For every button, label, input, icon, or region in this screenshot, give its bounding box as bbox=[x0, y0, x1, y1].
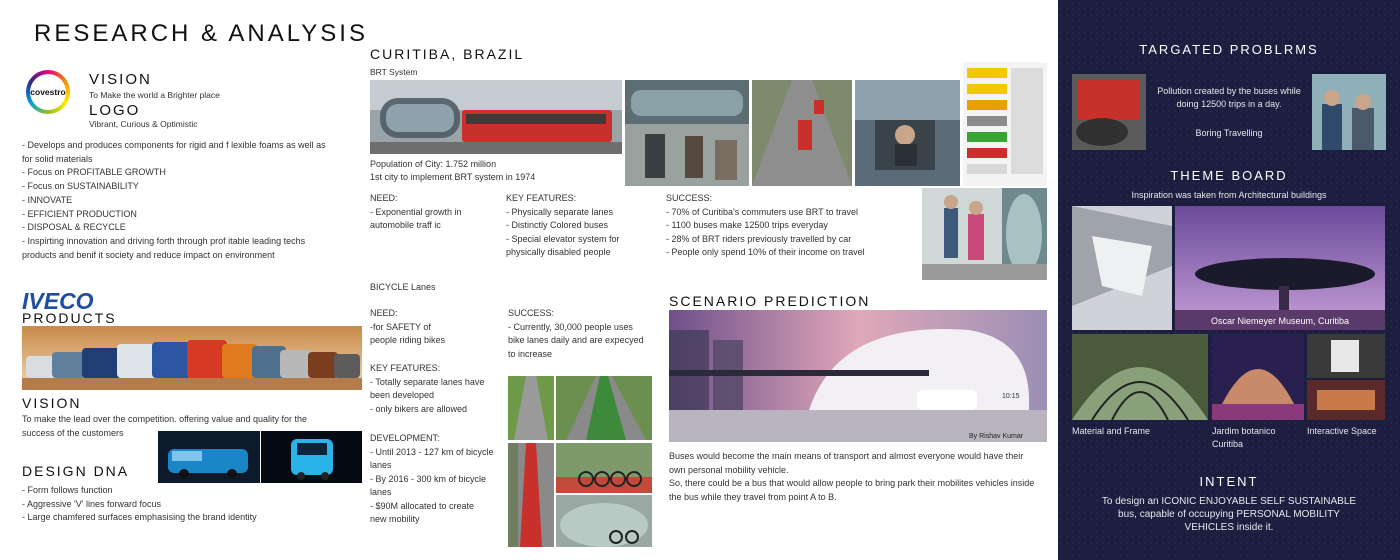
brt-label: BRT System bbox=[370, 67, 418, 77]
greenhouse-frame-image bbox=[1072, 334, 1208, 420]
bicycle-heading: BICYCLE Lanes bbox=[370, 282, 436, 292]
curitiba-need bbox=[370, 192, 462, 233]
iveco-vision-heading: VISION bbox=[22, 395, 82, 411]
curitiba-key-features bbox=[506, 192, 620, 260]
interactive-space-image-2 bbox=[1307, 380, 1385, 420]
list-item: - By 2016 - 300 km of bicycle bbox=[370, 473, 487, 484]
curitiba-first-city: 1st city to implement BRT system in 1974 bbox=[370, 172, 536, 182]
intent-text-line-3: VEHICLES inside it. bbox=[1184, 522, 1274, 533]
scenario-bus-label: 10:15 bbox=[1002, 393, 1020, 400]
intent-text-line-1: To design an ICONIC ENJOYABLE SELF SUSTAINABLE bbox=[1101, 496, 1357, 507]
brt-bus-types-image bbox=[963, 62, 1047, 186]
list-item: - Develops and produces components for rigid and f lexible foams as well as bbox=[22, 140, 326, 150]
brt-tube-station-image bbox=[625, 80, 749, 186]
list-item: - Aggressive 'V' lines forward focus bbox=[22, 498, 161, 509]
bike-lane-image-1 bbox=[508, 376, 554, 440]
scenario-text bbox=[669, 450, 1054, 504]
list-item: - Physically separate lanes bbox=[506, 206, 614, 217]
right-panel bbox=[1058, 0, 1400, 560]
list-item: to increase bbox=[508, 348, 553, 359]
iveco-truck-concept-image bbox=[261, 431, 362, 483]
list-item: people riding bikes bbox=[370, 335, 446, 345]
oscar-niemeyer-museum-image bbox=[1175, 206, 1385, 330]
covestro-vision-heading: VISION bbox=[89, 71, 152, 88]
list-item: physically disabled people bbox=[506, 247, 611, 257]
covestro-bullets bbox=[22, 139, 352, 262]
list-item: bike lanes daily and are expecyed bbox=[508, 335, 644, 345]
theme-board-heading: THEME BOARD bbox=[1170, 168, 1288, 183]
covestro-logo-desc: Vibrant, Curious & Optimistic bbox=[89, 119, 198, 129]
bicycle-development bbox=[370, 432, 494, 527]
problem-1-line-1: Pollution created by the buses while bbox=[1157, 86, 1301, 96]
caption-jardim-line-2: Curitiba bbox=[1212, 439, 1244, 449]
bicycle-dev-heading: DEVELOPMENT: bbox=[370, 433, 440, 443]
list-item: -for SAFETY of bbox=[370, 321, 431, 332]
brt-passengers-image bbox=[922, 188, 1047, 280]
problems-heading: TARGATED PROBLRMS bbox=[1139, 42, 1319, 57]
intent-text-line-2: bus, capable of occupying PERSONAL MOBILITY bbox=[1118, 509, 1340, 520]
list-item: - 70% of Curitiba's commuters use BRT to travel bbox=[666, 206, 858, 217]
list-item: - Focus on SUSTAINABILITY bbox=[22, 181, 139, 192]
iveco-dna-heading: DESIGN DNA bbox=[22, 463, 130, 479]
scenario-text-line: the bus while they travel from point A to B. bbox=[669, 491, 837, 502]
list-item: new mobility bbox=[370, 514, 420, 524]
brt-bus-station-image bbox=[370, 80, 622, 154]
list-item: lanes bbox=[370, 487, 392, 497]
list-item: - Currently, 30,000 people uses bbox=[508, 321, 633, 332]
bicycle-success bbox=[508, 307, 644, 361]
list-item: - EFFICIENT PRODUCTION bbox=[22, 208, 137, 219]
bicycle-success-heading: SUCCESS: bbox=[508, 308, 555, 318]
bike-lane-image-2 bbox=[556, 376, 652, 440]
list-item: automobile traff ic bbox=[370, 220, 441, 230]
curitiba-need-heading: NEED: bbox=[370, 193, 398, 203]
iveco-van-image bbox=[158, 431, 260, 483]
list-item: been developed bbox=[370, 390, 435, 400]
iveco-vision-text-2: success of the customers bbox=[22, 428, 124, 438]
scenario-text-line: Buses would become the main means of transport and almost everyone would have their bbox=[669, 451, 1024, 461]
list-item: - Totally separate lanes have bbox=[370, 376, 485, 387]
architecture-ceiling-image bbox=[1072, 206, 1172, 330]
bicycle-need-heading: NEED: bbox=[370, 308, 398, 318]
jardim-botanico-image bbox=[1212, 334, 1304, 420]
covestro-logo bbox=[26, 70, 70, 114]
brt-road-image bbox=[752, 80, 852, 186]
curitiba-success-heading: SUCCESS: bbox=[666, 193, 713, 203]
list-item: lanes bbox=[370, 460, 392, 470]
iveco-logo: IVECO bbox=[22, 288, 94, 314]
curitiba-key-heading: KEY FEATURES: bbox=[506, 193, 577, 203]
covestro-logo-heading: LOGO bbox=[89, 102, 141, 119]
curitiba-population: Population of City: 1.752 million bbox=[370, 159, 497, 169]
bike-riders-image bbox=[556, 443, 652, 493]
problem-2: Boring Travelling bbox=[1195, 128, 1263, 138]
theme-board-subtitle: Inspiration was taken from Architectural buildings bbox=[1131, 190, 1327, 200]
list-item: - Focus on PROFITABLE GROWTH bbox=[22, 167, 166, 178]
list-item: - Exponential growth in bbox=[370, 206, 462, 217]
list-item: - Large chamfered surfaces emphasising the brand identity bbox=[22, 512, 257, 523]
iveco-vehicles-image bbox=[22, 326, 362, 390]
list-item: - Form follows function bbox=[22, 485, 113, 495]
bicycle-key-features bbox=[370, 362, 484, 416]
scenario-text-line: So, there could be a bus that would allow people to bring park their mobilites vehicles inside bbox=[669, 478, 1035, 488]
caption-jardim-line-1: Jardim botanico bbox=[1212, 426, 1276, 436]
museum-caption: Oscar Niemeyer Museum, Curitiba bbox=[1210, 316, 1350, 326]
bicycle-key-heading: KEY FEATURES: bbox=[370, 363, 441, 373]
bicycle-need bbox=[370, 307, 445, 348]
list-item: - Distinctly Colored buses bbox=[506, 220, 609, 230]
intent-heading: INTENT bbox=[1199, 474, 1259, 489]
list-item: - DISPOSAL & RECYCLE bbox=[22, 222, 126, 233]
scenario-heading: SCENARIO PREDICTION bbox=[669, 293, 871, 309]
list-item: - Until 2013 - 127 km of bicycle bbox=[370, 446, 494, 457]
page-title: RESEARCH & ANALYSIS bbox=[34, 20, 368, 47]
bored-passengers-image bbox=[1312, 74, 1386, 150]
covestro-logo-text: covestro bbox=[30, 87, 66, 97]
iveco-dna-bullets bbox=[22, 484, 257, 525]
list-item: - INNOVATE bbox=[22, 194, 73, 205]
brt-wheelchair-lift-image bbox=[855, 80, 960, 186]
scenario-sketch-image bbox=[669, 310, 1047, 442]
bus-pollution-image bbox=[1072, 74, 1146, 150]
scenario-text-line: own personal mobility vehicle. bbox=[669, 464, 789, 475]
curitiba-heading: CURITIBA, BRAZIL bbox=[370, 46, 525, 62]
interactive-space-image-1 bbox=[1307, 334, 1385, 378]
bike-tunnel-image bbox=[556, 495, 652, 547]
list-item: for solid materials bbox=[22, 153, 93, 164]
caption-material-frame: Material and Frame bbox=[1072, 426, 1151, 436]
covestro-vision-text: To Make the world a Brighter place bbox=[89, 90, 220, 100]
list-item: products and benif it society and reduce impact on environment bbox=[22, 249, 275, 260]
problem-1-line-2: doing 12500 trips in a day. bbox=[1176, 99, 1282, 109]
caption-interactive-space: Interactive Space bbox=[1307, 426, 1377, 436]
curitiba-success bbox=[666, 192, 865, 260]
list-item: - Inspirting innovation and driving forth through prof itable leading techs bbox=[22, 235, 306, 246]
list-item: - 1100 buses make 12500 trips everyday bbox=[666, 220, 828, 230]
bike-lane-image-3 bbox=[508, 443, 554, 547]
list-item: - $90M allocated to create bbox=[370, 500, 475, 511]
list-item: - 28% of BRT riders previously travelled by car bbox=[666, 233, 852, 244]
list-item: - only bikers are allowed bbox=[370, 403, 468, 414]
iveco-products-heading: PRODUCTS bbox=[22, 310, 117, 326]
list-item: - Special elevator system for bbox=[506, 233, 620, 244]
list-item: - People only spend 10% of their income on travel bbox=[666, 247, 865, 257]
scenario-credit: By Rishav Kumar bbox=[969, 433, 1024, 440]
iveco-vision-text-1: To make the lead over the competition. offering value and quality for the bbox=[22, 414, 308, 424]
